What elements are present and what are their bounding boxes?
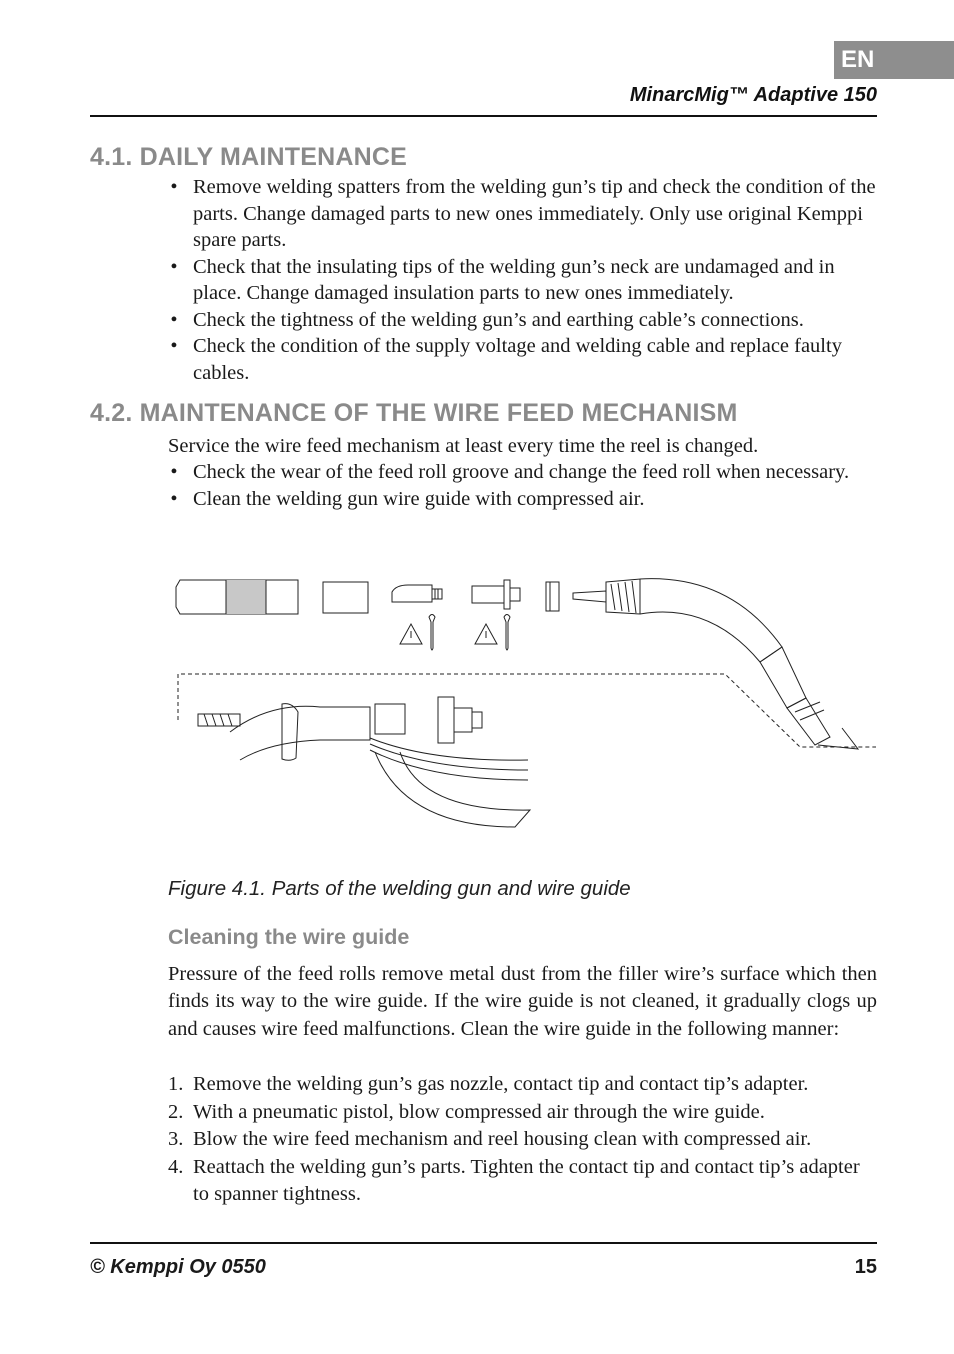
- step-number: 1.: [168, 1073, 184, 1095]
- warning-wrench-icon-2: [475, 615, 510, 651]
- step-text: Reattach the welding gun’s parts. Tighten the contact tip and contact tip’s adapter to spanner tightness.: [193, 1155, 860, 1205]
- cleaning-paragraph: Pressure of the feed rolls remove metal dust from the filler wire’s surface which then finds its way to the wire guide. If the wire guide is not cleaned, it gradually clogs up and causes wire feed malfunctions. Clean the wire guide in the following manner:: [168, 963, 877, 1040]
- bullet-mark: •: [170, 461, 178, 483]
- list-item-text: Check that the insulating tips of the welding gun’s neck are undamaged and in place. Change damaged insulation parts to new ones immediately.: [193, 255, 835, 304]
- list-item-text: Check the tightness of the welding gun’s and earthing cable’s connections.: [193, 308, 804, 331]
- list-item-text: Clean the welding gun wire guide with compressed air.: [193, 487, 645, 510]
- insulator-drawing: [323, 582, 368, 613]
- cleaning-steps: [168, 1071, 880, 1209]
- language-tab: EN: [834, 41, 954, 79]
- welding-gun-illustration: [170, 562, 882, 842]
- step-text: Blow the wire feed mechanism and reel housing clean with compressed air.: [193, 1128, 812, 1150]
- section-heading-wire-feed-maintenance: 4.2. MAINTENANCE OF THE WIRE FEED MECHANISM: [90, 399, 738, 427]
- ring-drawing: [546, 582, 559, 611]
- header-rule: [90, 115, 877, 117]
- list-item: [168, 1154, 880, 1209]
- list-item-text: Remove welding spatters from the welding gun’s tip and check the condition of the parts. Change damaged parts to new ones immediately. Only use original Kemppi spare parts.: [193, 176, 876, 251]
- list-item-text: Check the wear of the feed roll groove and change the feed roll when necessary.: [193, 461, 850, 483]
- list-item: [168, 459, 880, 486]
- list-item: [168, 254, 880, 307]
- list-item: [168, 307, 880, 334]
- daily-maintenance-list: [168, 174, 880, 386]
- gas-nozzle-drawing: [176, 580, 298, 614]
- section-heading-daily-maintenance: 4.1. DAILY MAINTENANCE: [90, 143, 407, 171]
- footer-copyright: © Kemppi Oy 0550: [90, 1256, 266, 1278]
- list-item: [168, 1071, 880, 1099]
- bullet-mark: •: [170, 335, 178, 357]
- wire-feed-list: [168, 459, 880, 512]
- footer-rule: [90, 1242, 877, 1244]
- step-text: With a pneumatic pistol, blow compressed air through the wire guide.: [193, 1100, 765, 1123]
- step-text: Remove the welding gun’s gas nozzle, contact tip and contact tip’s adapter.: [193, 1073, 809, 1095]
- bullet-mark: •: [170, 487, 178, 510]
- list-item: [168, 486, 880, 513]
- dashed-guide-line: [178, 674, 876, 747]
- section-intro: Service the wire feed mechanism at least every time the reel is changed.: [168, 435, 759, 457]
- bullet-mark: •: [170, 255, 178, 278]
- wire-guide-end-drawing: [198, 697, 530, 827]
- step-number: 3.: [168, 1128, 184, 1150]
- product-title: MinarcMig™ Adaptive 150: [629, 84, 877, 106]
- tip-adapter-drawing: [472, 580, 520, 609]
- list-item-text: Check the condition of the supply voltage and welding cable and replace faulty cables.: [193, 335, 842, 384]
- warning-wrench-icon-1: [400, 615, 435, 651]
- step-number: 4.: [168, 1155, 184, 1178]
- step-number: 2.: [168, 1100, 184, 1123]
- figure-caption: Figure 4.1. Parts of the welding gun and wire guide: [168, 877, 631, 900]
- list-item: [168, 1126, 880, 1154]
- list-item: [168, 333, 880, 386]
- cleaning-heading: Cleaning the wire guide: [168, 925, 410, 949]
- bullet-mark: •: [170, 308, 178, 331]
- page-number: 15: [854, 1256, 877, 1278]
- contact-tip-drawing: [392, 585, 442, 602]
- list-item: [168, 1099, 880, 1127]
- list-item: [168, 174, 880, 254]
- gun-neck-drawing: [573, 579, 858, 749]
- welding-gun-figure: [170, 562, 882, 842]
- bullet-mark: •: [170, 176, 178, 198]
